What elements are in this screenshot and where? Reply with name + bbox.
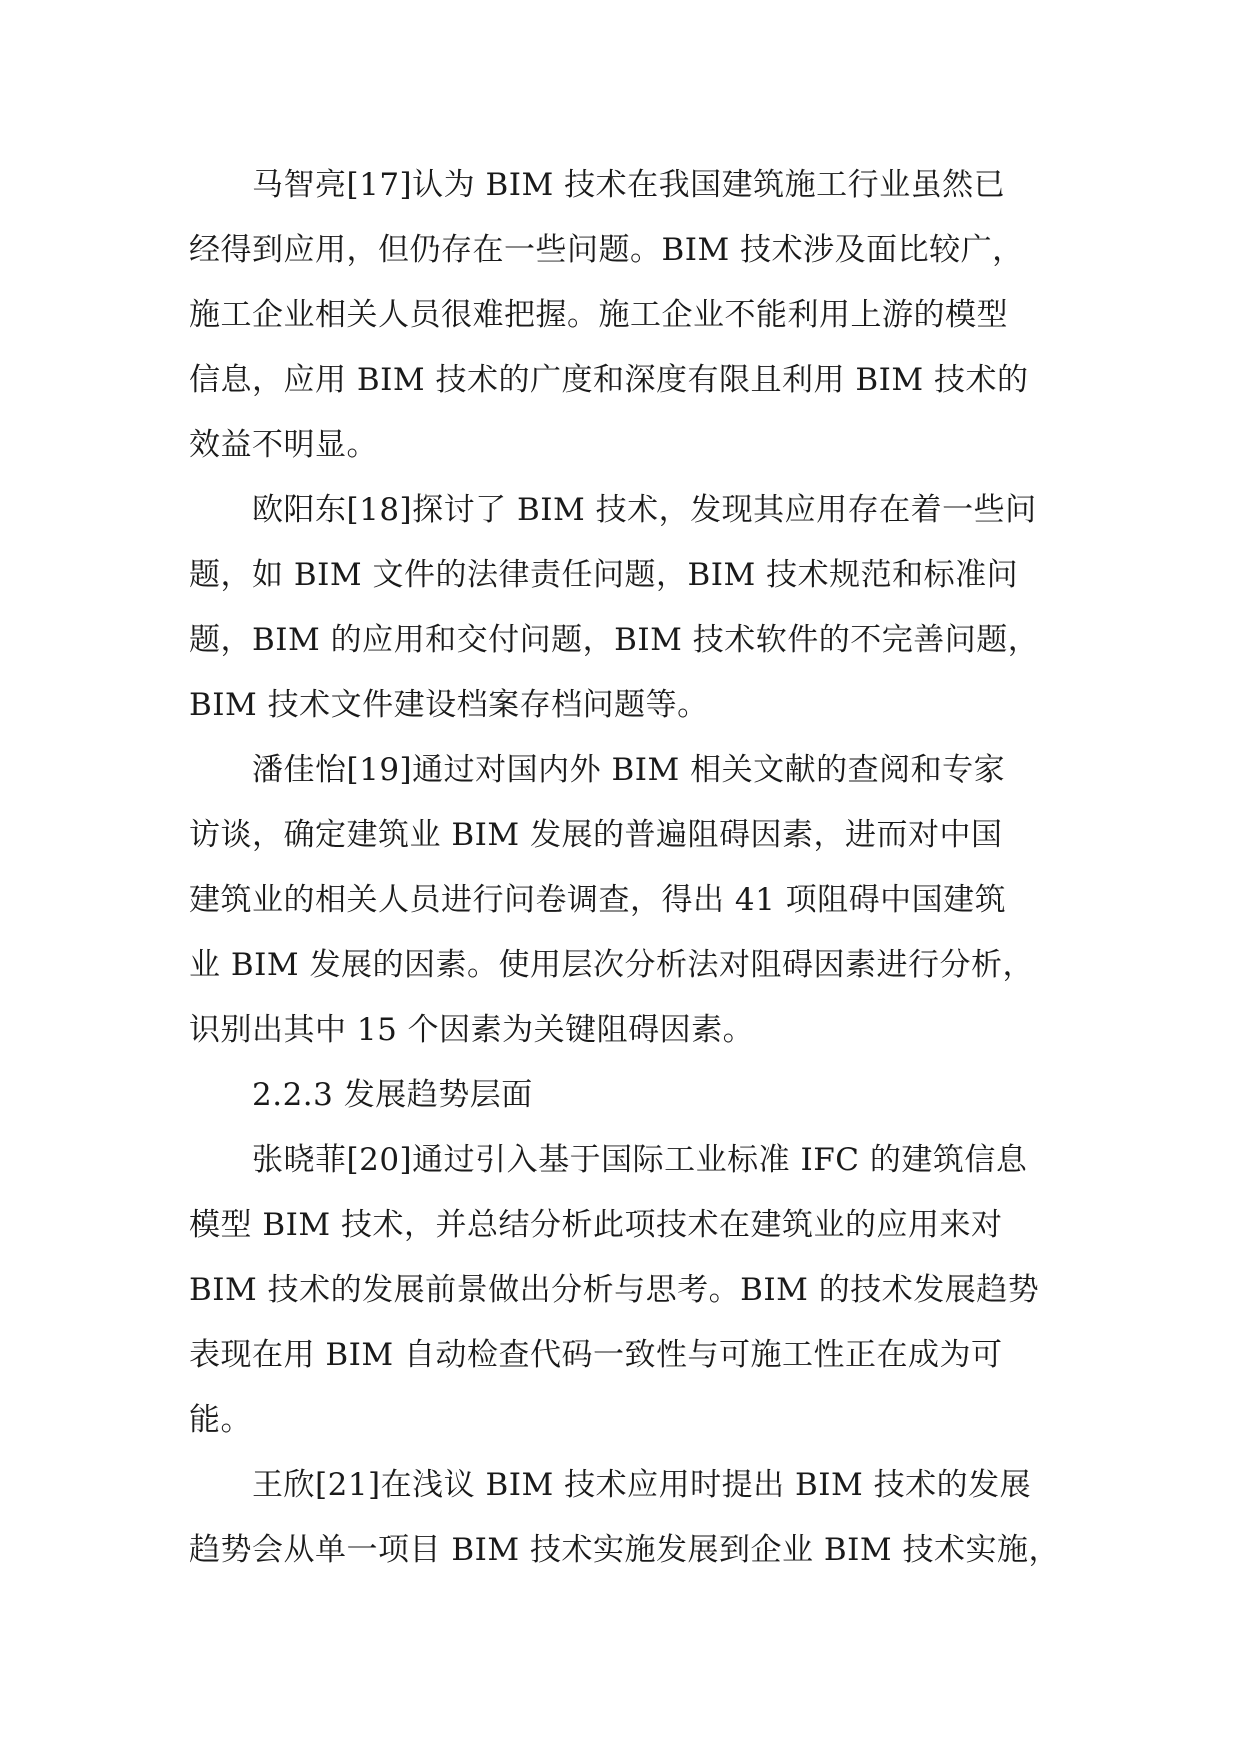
paragraph-pan-jiayi	[189, 743, 1069, 1068]
text-line: 业 BIM 发展的因素。使用层次分析法对阻碍因素进行分析，	[189, 947, 1034, 983]
text-line: 施工企业相关人员很难把握。施工企业不能利用上游的模型	[189, 297, 1008, 333]
paragraph-wang-xin	[189, 1458, 1069, 1588]
text-line: 模型 BIM 技术，并总结分析此项技术在建筑业的应用来对	[189, 1207, 1003, 1243]
section-heading: 2.2.3 发展趋势层面	[252, 1077, 533, 1113]
text-column	[189, 158, 1069, 1588]
text-line: 题，BIM 的应用和交付问题，BIM 技术软件的不完善问题，	[189, 622, 1040, 658]
text-line: 潘佳怡[19]通过对国内外 BIM 相关文献的查阅和专家	[252, 752, 1006, 788]
text-line: 趋势会从单一项目 BIM 技术实施发展到企业 BIM 技术实施，	[189, 1532, 1060, 1568]
text-line: BIM 技术文件建设档案存档问题等。	[189, 687, 709, 723]
text-line: 题，如 BIM 文件的法律责任问题，BIM 技术规范和标准问	[189, 557, 1019, 593]
text-line: 表现在用 BIM 自动检查代码一致性与可施工性正在成为可	[189, 1337, 1003, 1373]
text-line: 信息，应用 BIM 技术的广度和深度有限且利用 BIM 技术的	[189, 362, 1029, 398]
paragraph-ouyang-dong	[189, 483, 1069, 743]
text-line: 建筑业的相关人员进行问卷调查，得出 41 项阻碍中国建筑	[189, 882, 1007, 918]
paragraph-ma-zhiliang	[189, 158, 1069, 483]
text-line: 识别出其中 15 个因素为关键阻碍因素。	[189, 1012, 755, 1048]
text-line: 访谈，确定建筑业 BIM 发展的普遍阻碍因素，进而对中国	[189, 817, 1003, 853]
text-line: 能。	[189, 1402, 252, 1438]
text-line: 效益不明显。	[189, 427, 378, 463]
paragraph-zhang-xiaofei	[189, 1133, 1069, 1458]
text-line: BIM 技术的发展前景做出分析与思考。BIM 的技术发展趋势	[189, 1272, 1040, 1308]
text-line: 王欣[21]在浅议 BIM 技术应用时提出 BIM 技术的发展	[252, 1467, 1032, 1503]
text-line: 马智亮[17]认为 BIM 技术在我国建筑施工行业虽然已	[252, 167, 1006, 203]
text-line: 经得到应用，但仍存在一些问题。BIM 技术涉及面比较广，	[189, 232, 1024, 268]
text-line: 欧阳东[18]探讨了 BIM 技术，发现其应用存在着一些问	[252, 492, 1037, 528]
text-line: 张晓菲[20]通过引入基于国际工业标准 IFC 的建筑信息	[252, 1142, 1028, 1178]
